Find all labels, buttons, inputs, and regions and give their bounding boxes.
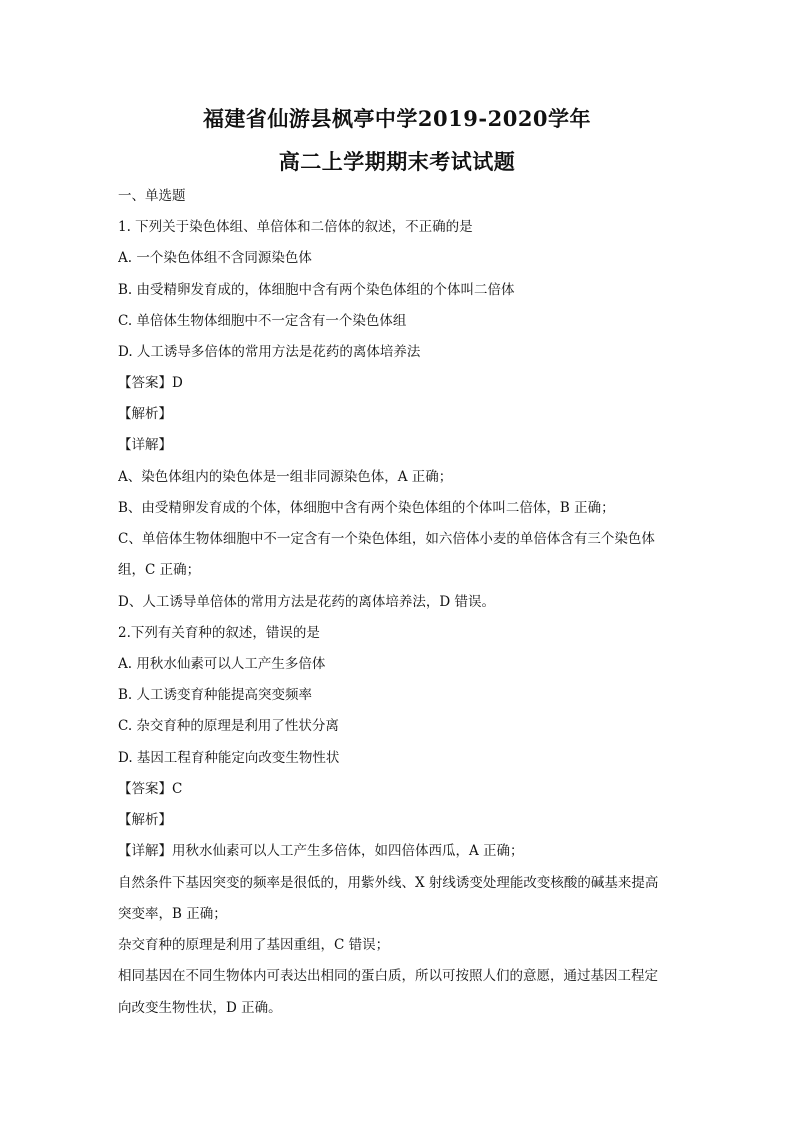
document-title-line-2: 高二上学期期末考试试题 xyxy=(278,149,516,174)
question-2-option-c: C. 杂交育种的原理是利用了性状分离 xyxy=(118,718,339,734)
question-2-explanation-line: 向改变生物性状，D 正确。 xyxy=(118,1000,282,1016)
section-heading: 一、单选题 xyxy=(118,188,186,204)
question-1-detail-heading: 【详解】 xyxy=(118,437,172,453)
question-1-option-c: C. 单倍体生物体细胞中不一定含有一个染色体组 xyxy=(118,313,407,329)
question-1-explanation-line: 组，C 正确； xyxy=(118,562,201,578)
question-1-explanation-line: D、人工诱导单倍体的常用方法是花药的离体培养法，D 错误。 xyxy=(118,594,495,610)
question-2-analysis-heading: 【解析】 xyxy=(118,812,172,828)
question-1-analysis-heading: 【解析】 xyxy=(118,406,172,422)
question-2-explanation-line: 自然条件下基因突变的频率是很低的，用紫外线、X 射线诱变处理能改变核酸的碱基来提高 xyxy=(118,875,659,891)
question-1-option-a: A. 一个染色体组不含同源染色体 xyxy=(118,250,312,266)
question-2-explanation-line: 相同基因在不同生物体内可表达出相同的蛋白质，所以可按照人们的意愿，通过基因工程定 xyxy=(118,968,658,984)
question-2-option-b: B. 人工诱变育种能提高突变频率 xyxy=(118,687,313,703)
question-2-explanation-line: 杂交育种的原理是利用了基因重组，C 错误； xyxy=(118,937,390,953)
question-2-stem: 2.下列有关育种的叙述，错误的是 xyxy=(118,625,320,641)
question-2-option-d: D. 基因工程育种能定向改变生物性状 xyxy=(118,750,340,766)
document-title-line-1: 福建省仙游县枫亭中学2019-2020学年 xyxy=(202,106,592,131)
question-2-explanation-line: 突变率，B 正确； xyxy=(118,906,227,922)
question-1-explanation-line: A、染色体组内的染色体是一组非同源染色体，A 正确； xyxy=(118,469,453,485)
question-2-answer: 【答案】C xyxy=(118,781,183,797)
question-1-explanation-line: B、由受精卵发育成的个体，体细胞中含有两个染色体组的个体叫二倍体，B 正确； xyxy=(118,500,615,516)
question-1-answer: 【答案】D xyxy=(118,375,183,391)
question-2-explanation-line: 【详解】用秋水仙素可以人工产生多倍体，如四倍体西瓜，A 正确； xyxy=(118,843,524,859)
question-1-explanation-line: C、单倍体生物体细胞中不一定含有一个染色体组，如六倍体小麦的单倍体含有三个染色体 xyxy=(118,531,655,547)
question-1-option-d: D. 人工诱导多倍体的常用方法是花药的离体培养法 xyxy=(118,344,421,360)
question-2-option-a: A. 用秋水仙素可以人工产生多倍体 xyxy=(118,656,326,672)
question-1-option-b: B. 由受精卵发育成的，体细胞中含有两个染色体组的个体叫二倍体 xyxy=(118,282,515,298)
question-1-stem: 1. 下列关于染色体组、单倍体和二倍体的叙述，不正确的是 xyxy=(118,219,473,235)
